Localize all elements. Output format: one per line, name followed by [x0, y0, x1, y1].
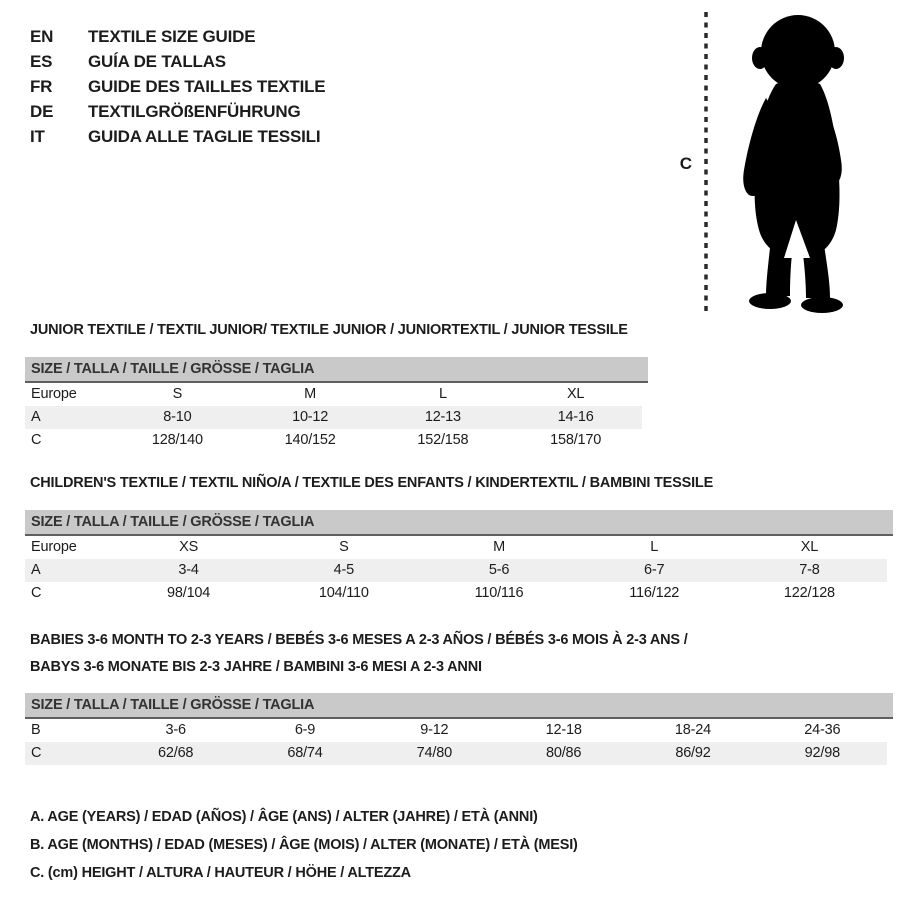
language-title: GUÍA DE TALLAS: [88, 52, 226, 71]
junior-size-table: [25, 383, 642, 452]
size-cell: M: [304, 386, 317, 402]
row-label: B: [31, 722, 41, 738]
height-measure-figure: [680, 8, 870, 320]
language-row-en: [30, 24, 325, 49]
babies-title-line2: BABYS 3-6 MONATE BIS 2-3 JAHRE / BAMBINI 3-6 MESI A 2-3 ANNI: [30, 659, 482, 675]
language-title: GUIDE DES TAILLES TEXTILE: [88, 77, 326, 96]
language-code: FR: [30, 77, 53, 96]
height-cell: 92/98: [804, 745, 840, 761]
babies-size-table: [25, 719, 887, 765]
size-cell: XL: [566, 386, 585, 402]
toddler-silhouette-icon: [720, 8, 870, 318]
height-cell: 128/140: [151, 432, 203, 448]
age-cell: 5-6: [488, 562, 510, 578]
size-cell: S: [339, 539, 349, 555]
size-cell: L: [438, 386, 447, 402]
height-cell: 110/116: [474, 585, 524, 601]
table-row: [25, 742, 887, 765]
height-dotted-line: [702, 8, 710, 320]
age-cell: 4-5: [333, 562, 354, 578]
junior-textile-title: JUNIOR TEXTILE / TEXTIL JUNIOR/ TEXTILE JUNIOR / JUNIORTEXTIL / JUNIOR TESSILE: [30, 322, 628, 338]
row-label: A: [31, 409, 41, 425]
height-cell: 104/110: [318, 585, 369, 601]
size-cell: S: [172, 386, 183, 402]
table-row: [25, 536, 887, 559]
age-cell: 9-12: [420, 722, 449, 738]
age-cell: 6-9: [294, 722, 316, 738]
age-cell: 7-8: [799, 562, 820, 578]
height-cell: 62/68: [158, 745, 194, 761]
age-cell: 12-18: [545, 722, 582, 738]
age-cell: 18-24: [674, 722, 712, 738]
language-code: EN: [30, 27, 54, 46]
junior-textile-section: [25, 322, 887, 452]
age-cell: 10-12: [292, 409, 329, 425]
row-label: Europe: [31, 539, 77, 555]
table-row: [25, 429, 642, 452]
language-code: DE: [30, 102, 54, 121]
height-cell: 140/152: [284, 432, 336, 448]
language-code: IT: [30, 127, 45, 146]
age-cell: 14-16: [557, 409, 594, 425]
legend-line-a: A. AGE (YEARS) / EDAD (AÑOS) / ÂGE (ANS) / ALTER (JAHRE) / ETÀ (ANNI): [30, 809, 538, 825]
height-cell: 152/158: [417, 432, 469, 448]
row-label: C: [31, 432, 42, 448]
size-cell: M: [493, 539, 505, 555]
height-cell: 158/170: [550, 432, 602, 448]
age-cell: 8-10: [163, 409, 192, 425]
table-row: [25, 582, 887, 605]
babies-title-line1: BABIES 3-6 MONTH TO 2-3 YEARS / BEBÉS 3-6 MESES A 2-3 AÑOS / BÉBÉS 3-6 MOIS À 2-3 ANS /: [30, 632, 688, 648]
age-cell: 6-7: [644, 562, 665, 578]
legend-line-b: B. AGE (MONTHS) / EDAD (MESES) / ÂGE (MOIS) / ALTER (MONATE) / ETÀ (MESI): [30, 837, 578, 853]
size-cell: XS: [179, 539, 199, 555]
height-cell: 86/92: [675, 745, 711, 761]
babies-textile-title: [30, 627, 887, 681]
childrens-size-header-bar: SIZE / TALLA / TAILLE / GRÖSSE / TAGLIA: [25, 510, 893, 536]
language-code: ES: [30, 52, 53, 71]
height-measure-label: C: [679, 154, 692, 173]
measure-legend: [30, 803, 578, 887]
row-label: A: [31, 562, 41, 578]
language-row-de: [30, 99, 325, 124]
junior-size-header-bar: SIZE / TALLA / TAILLE / GRÖSSE / TAGLIA: [25, 357, 648, 383]
language-row-it: [30, 124, 325, 149]
table-row: [25, 406, 642, 429]
legend-line-c: C. (cm) HEIGHT / ALTURA / HAUTEUR / HÖHE / ALTEZZA: [30, 865, 411, 881]
table-row: [25, 383, 642, 406]
age-cell: 3-6: [165, 722, 186, 738]
table-row: [25, 559, 887, 582]
language-row-es: [30, 49, 325, 74]
height-cell: 68/74: [287, 745, 323, 761]
row-label: C: [31, 585, 42, 601]
height-cell: 74/80: [416, 745, 452, 761]
childrens-textile-title: CHILDREN'S TEXTILE / TEXTIL NIÑO/A / TEXTILE DES ENFANTS / KINDERTEXTIL / BAMBINI TESSILE: [30, 475, 714, 491]
childrens-textile-section: [25, 475, 887, 605]
language-list: [30, 24, 325, 149]
height-cell: 122/128: [783, 585, 835, 601]
language-title: GUIDA ALLE TAGLIE TESSILI: [88, 127, 321, 146]
language-title: TEXTILE SIZE GUIDE: [88, 27, 256, 46]
size-tables: [25, 322, 887, 765]
size-cell: L: [650, 539, 659, 555]
row-label: Europe: [31, 386, 77, 402]
height-cell: 98/104: [167, 585, 211, 601]
childrens-size-table: [25, 536, 887, 605]
babies-textile-section: [25, 627, 887, 765]
size-cell: XL: [800, 539, 819, 555]
age-cell: 3-4: [178, 562, 199, 578]
language-row-fr: [30, 74, 325, 99]
age-cell: 12-13: [424, 409, 461, 425]
language-title: TEXTILGRÖßENFÜHRUNG: [88, 102, 301, 121]
table-row: [25, 719, 887, 742]
age-cell: 24-36: [804, 722, 841, 738]
babies-size-header-bar: SIZE / TALLA / TAILLE / GRÖSSE / TAGLIA: [25, 693, 893, 719]
row-label: C: [31, 745, 42, 761]
height-cell: 116/122: [629, 585, 680, 601]
height-cell: 80/86: [546, 745, 582, 761]
